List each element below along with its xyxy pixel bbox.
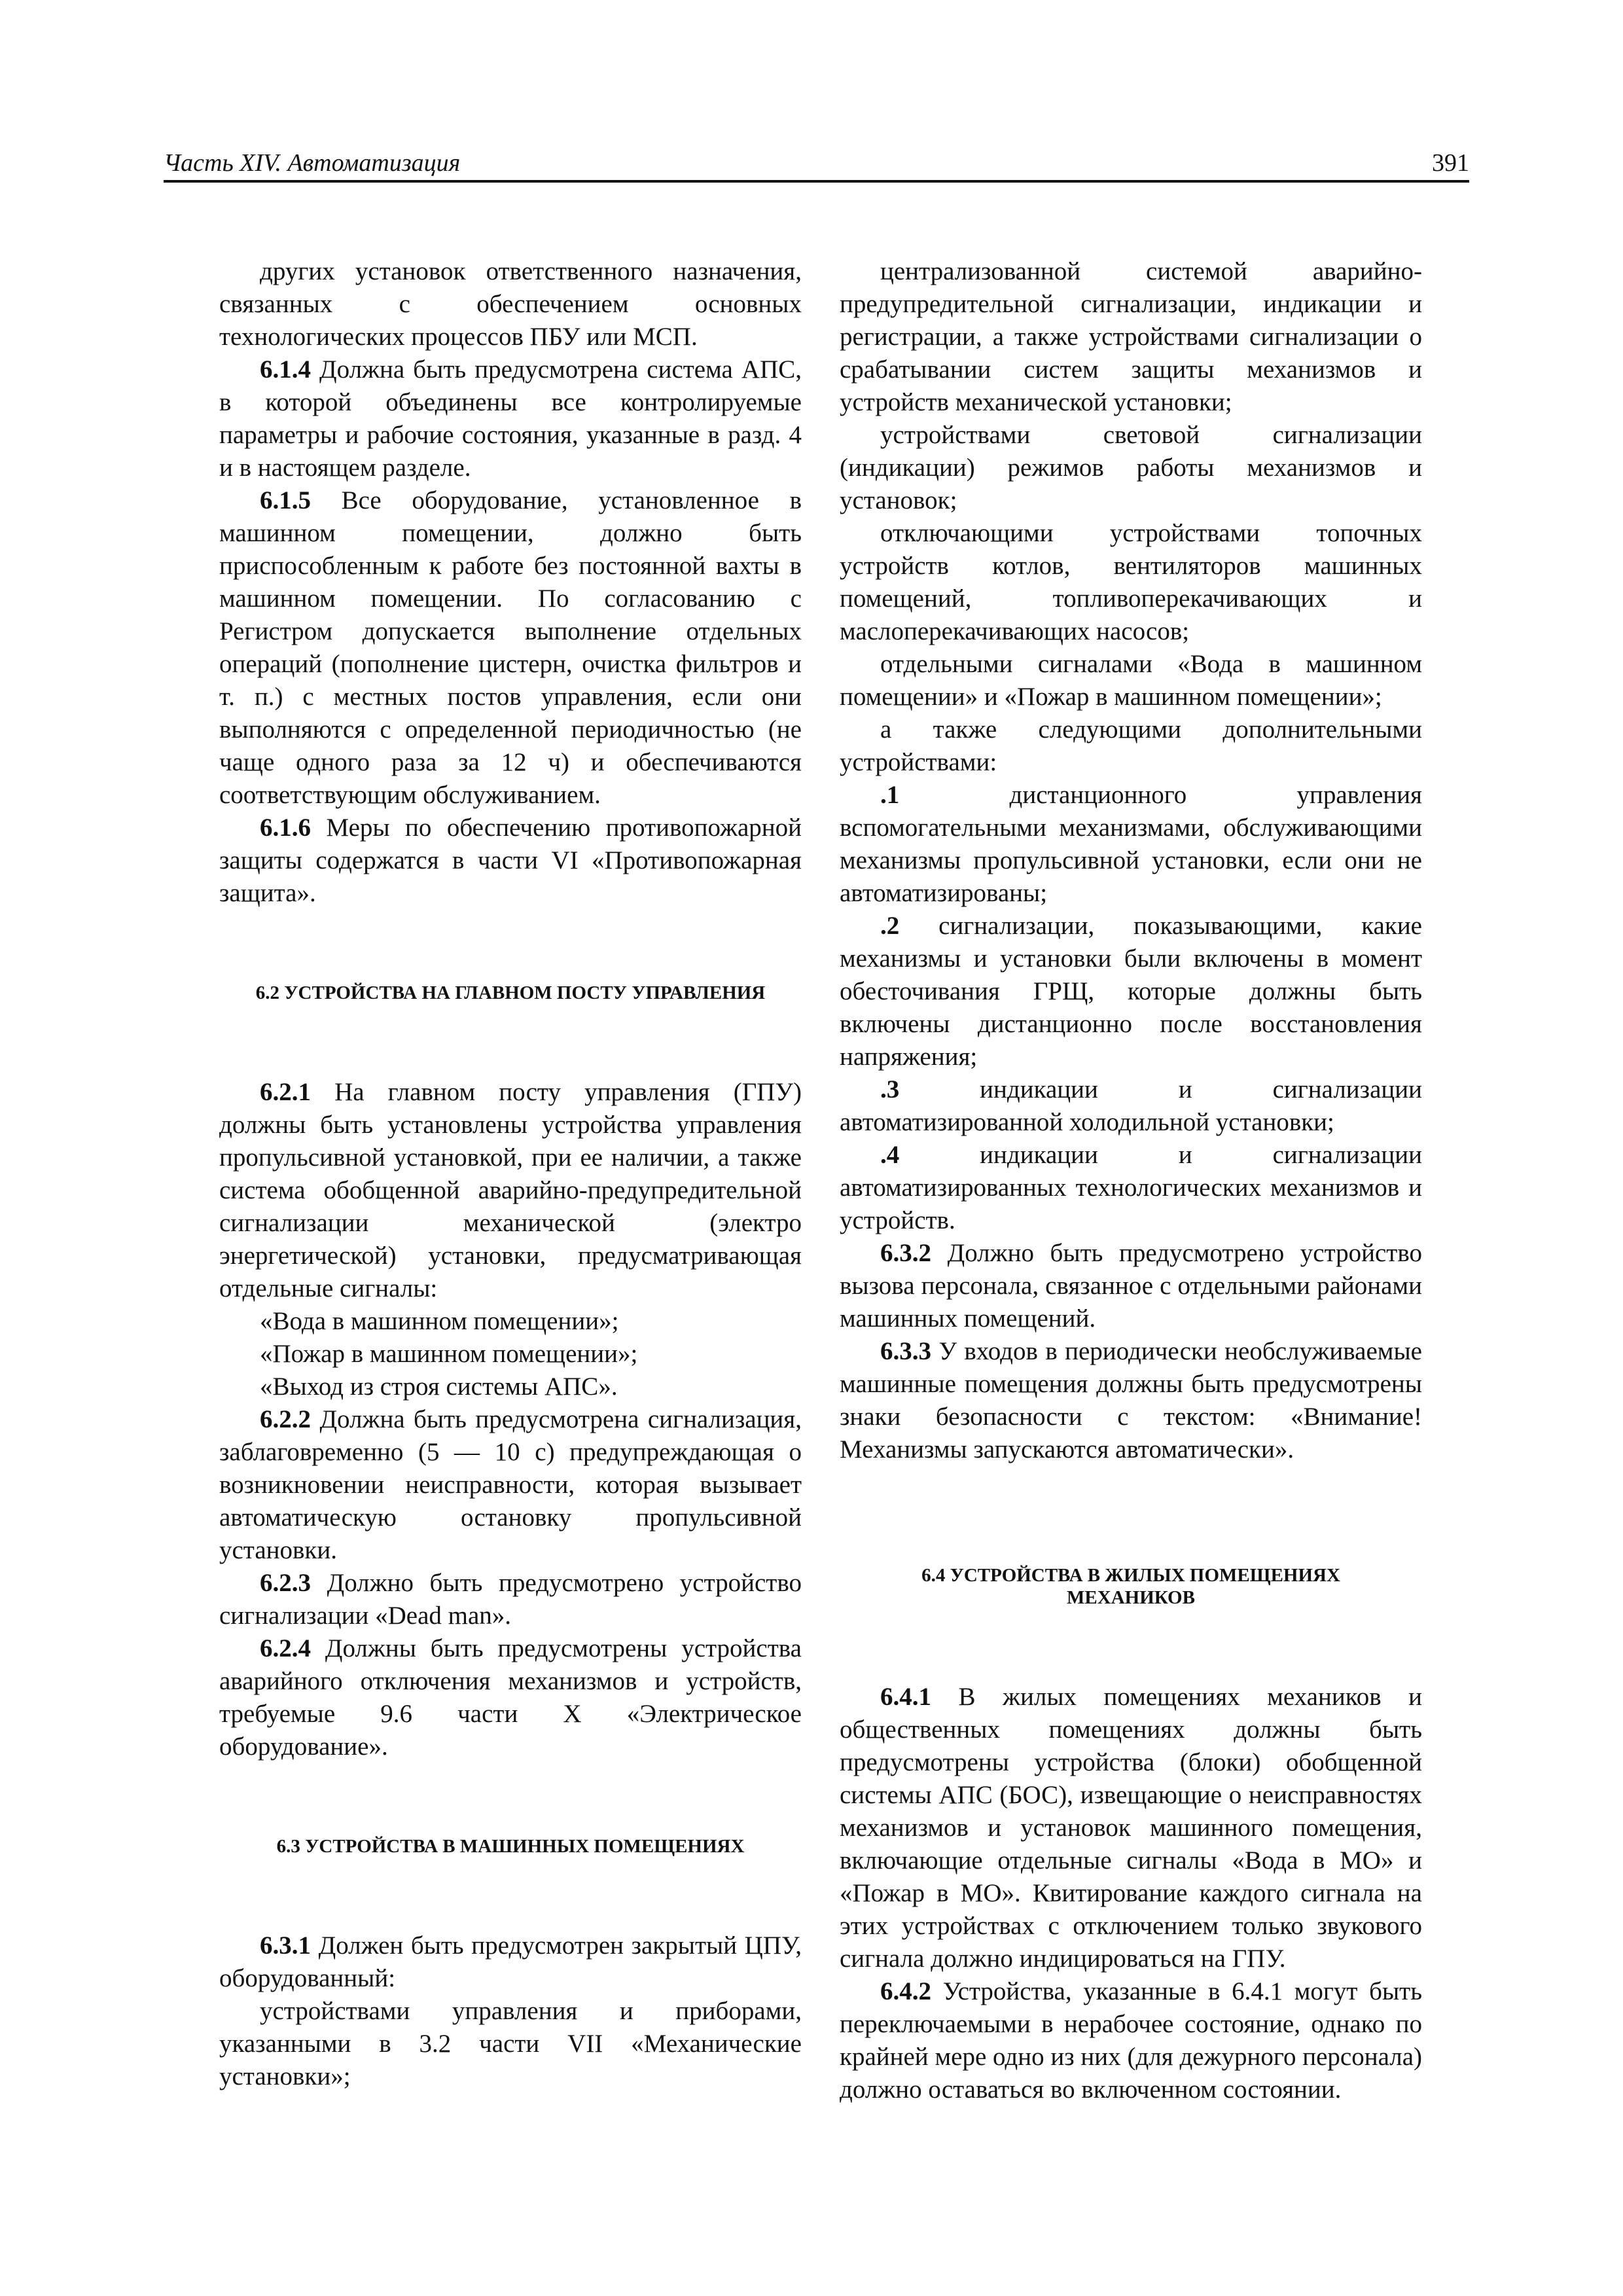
clause-6-2-3 <box>219 1567 802 1632</box>
clause-6-4-2 <box>840 1975 1422 2106</box>
list-item: устройствами световой сигнализации (индикации) режимов работы механизмов и установок; <box>840 421 1422 514</box>
paragraph-continued: других установок ответственного назначения, связанных с обеспечением основных технологических процессов ПБУ или МСП. <box>219 257 802 351</box>
clause-6-1-5 <box>219 484 802 812</box>
list-item: устройствами управления и приборами, указанными в 3.2 части VII «Механические установки»; <box>219 1997 802 2090</box>
clause-6-1-6 <box>219 812 802 910</box>
item-text: дистанционного управления вспомогательными механизмами, обслуживающими механизмы пропульсивной установки, если они не автоматизированы; <box>840 781 1422 907</box>
clause-number: 6.4.1 <box>880 1683 931 1711</box>
clause-number: 6.1.4 <box>260 355 311 384</box>
list-item: централизованной системой аварийно-предупредительной сигнализации, индикации и регистрации, а также устройствами сигнализации о срабатывании систем защиты механизмов и устройств механической установки; <box>840 257 1422 416</box>
signal-item: «Вода в машинном помещении»; <box>260 1307 619 1335</box>
section-heading-line: 6.4 УСТРОЙСТВА В ЖИЛЫХ ПОМЕЩЕНИЯХ <box>921 1565 1340 1586</box>
clause-6-1-4 <box>219 353 802 484</box>
numbered-item-1 <box>840 779 1422 910</box>
clause-text: Должна быть предусмотрена сигнализация, заблаговременно (5 — 10 с) предупреждающая о возникновении неисправности, которая вызывает автоматическую остановку пропульсивной установки. <box>219 1405 802 1564</box>
clause-number: 6.1.5 <box>260 486 311 514</box>
clause-number: 6.4.2 <box>880 1977 931 2005</box>
clause-text: Должна быть предусмотрена система АПС, в которой объединены все контролируемые параметры и рабочие состояния, указанные в разд. 4 и в настоящем разделе. <box>219 355 802 482</box>
clause-text: Должен быть предусмотрен закрытый ЦПУ, оборудованный: <box>219 1931 802 1992</box>
clause-text: На главном посту управления (ГПУ) должны быть установлены устройства управления пропульсивной установкой, при ее наличии, а также система обобщенной аварийно-предупредительной сигнализации механической (электро энергетической) установки, предусматривающая отдельные сигналы: <box>219 1078 802 1302</box>
signal-item: «Пожар в машинном помещении»; <box>260 1340 638 1368</box>
list-item: отдельными сигналами «Вода в машинном помещении» и «Пожар в машинном помещении»; <box>840 650 1422 711</box>
section-heading-line: МЕХАНИКОВ <box>1067 1587 1195 1608</box>
clause-6-3-1 <box>219 1929 802 1995</box>
list-item: отключающими устройствами топочных устройств котлов, вентиляторов машинных помещений, топливоперекачивающих и маслоперекачивающих насосов; <box>840 519 1422 645</box>
clause-text: У входов в периодически необслуживаемые машинные помещения должны быть предусмотрены знаки безопасности с текстом: «Внимание! Механизмы запускаются автоматически». <box>840 1337 1422 1463</box>
section-heading-6-4 <box>840 1564 1422 1609</box>
numbered-item-4 <box>840 1139 1422 1237</box>
clause-6-2-2 <box>219 1403 802 1567</box>
clause-number: 6.1.6 <box>260 814 311 842</box>
clause-number: 6.2.4 <box>260 1634 311 1662</box>
item-number: .4 <box>880 1141 900 1169</box>
clause-text: Должно быть предусмотрено устройство вызова персонала, связанное с отдельными районами машинных помещений. <box>840 1239 1422 1333</box>
clause-number: 6.2.2 <box>260 1405 311 1433</box>
item-text: индикации и сигнализации автоматизированных технологических механизмов и устройств. <box>840 1141 1422 1234</box>
clause-6-3-3 <box>840 1335 1422 1466</box>
item-number: .2 <box>880 912 900 940</box>
clause-number: 6.2.3 <box>260 1569 311 1597</box>
clause-text: Должны быть предусмотрены устройства аварийного отключения механизмов и устройств, требуемые 9.6 части X «Электрическое оборудование». <box>219 1634 802 1761</box>
right-column <box>840 255 1422 2106</box>
clause-6-4-1 <box>840 1681 1422 1975</box>
left-column <box>219 255 802 2093</box>
clause-6-2-1 <box>219 1076 802 1305</box>
clause-text: В жилых помещениях механиков и общественных помещениях должны быть предусмотрены устройства (блоки) обобщенной системы АПС (БОС), извещающие о неисправностях механизмов и установок машинного помещения, включающие отдельные сигналы «Вода в МО» и «Пожар в МО». Квитирование каждого сигнала на этих устройствах с отключением только звукового сигнала должно индицироваться на ГПУ. <box>840 1683 1422 1973</box>
header-rule <box>164 180 1469 183</box>
clause-6-2-4 <box>219 1632 802 1763</box>
item-text: сигнализации, показывающими, какие механизмы и установки были включены в момент обесточивания ГРЩ, которые должны быть включены дистанционно после восстановления напряжения; <box>840 912 1422 1071</box>
clause-number: 6.3.3 <box>880 1337 931 1365</box>
item-text: индикации и сигнализации автоматизированной холодильной установки; <box>840 1075 1422 1136</box>
numbered-item-2 <box>840 910 1422 1073</box>
clause-number: 6.2.1 <box>260 1078 311 1106</box>
page-header <box>164 147 1469 179</box>
clause-6-3-2 <box>840 1237 1422 1335</box>
list-item: а также следующими дополнительными устройствами: <box>840 715 1422 776</box>
clause-text: Все оборудование, установленное в машинном помещении, должно быть приспособленным к работе без постоянной вахты в машинном помещении. По согласованию с Регистром допускается выполнение отдельных операций (пополнение цистерн, очистка фильтров и т. п.) с местных постов управления, если они выполняются с определенной периодичностью (не чаще одного раза за 12 ч) и обеспечиваются соответствующим обслуживанием. <box>219 486 802 809</box>
clause-number: 6.3.2 <box>880 1239 931 1267</box>
running-title: Часть XIV. Автоматизация <box>164 149 461 177</box>
section-heading-6-3: 6.3 УСТРОЙСТВА В МАШИННЫХ ПОМЕЩЕНИЯХ <box>276 1836 745 1857</box>
numbered-item-3 <box>840 1073 1422 1139</box>
item-number: .1 <box>880 781 900 809</box>
signal-item: «Выход из строя системы АПС». <box>260 1372 618 1401</box>
clause-number: 6.3.1 <box>260 1931 311 1960</box>
item-number: .3 <box>880 1075 900 1103</box>
clause-text: Должно быть предусмотрено устройство сигнализации «Dead man». <box>219 1569 802 1630</box>
page-number: 391 <box>1432 149 1469 177</box>
clause-text: Устройства, указанные в 6.4.1 могут быть переключаемыми в нерабочее состояние, однако по крайней мере одно из них (для дежурного персонала) должно оставаться во включенном состоянии. <box>840 1977 1422 2104</box>
clause-text: Меры по обеспечению противопожарной защиты содержатся в части VI «Противопожарная защита». <box>219 814 802 907</box>
section-heading-6-2: 6.2 УСТРОЙСТВА НА ГЛАВНОМ ПОСТУ УПРАВЛЕНИЯ <box>255 982 766 1003</box>
